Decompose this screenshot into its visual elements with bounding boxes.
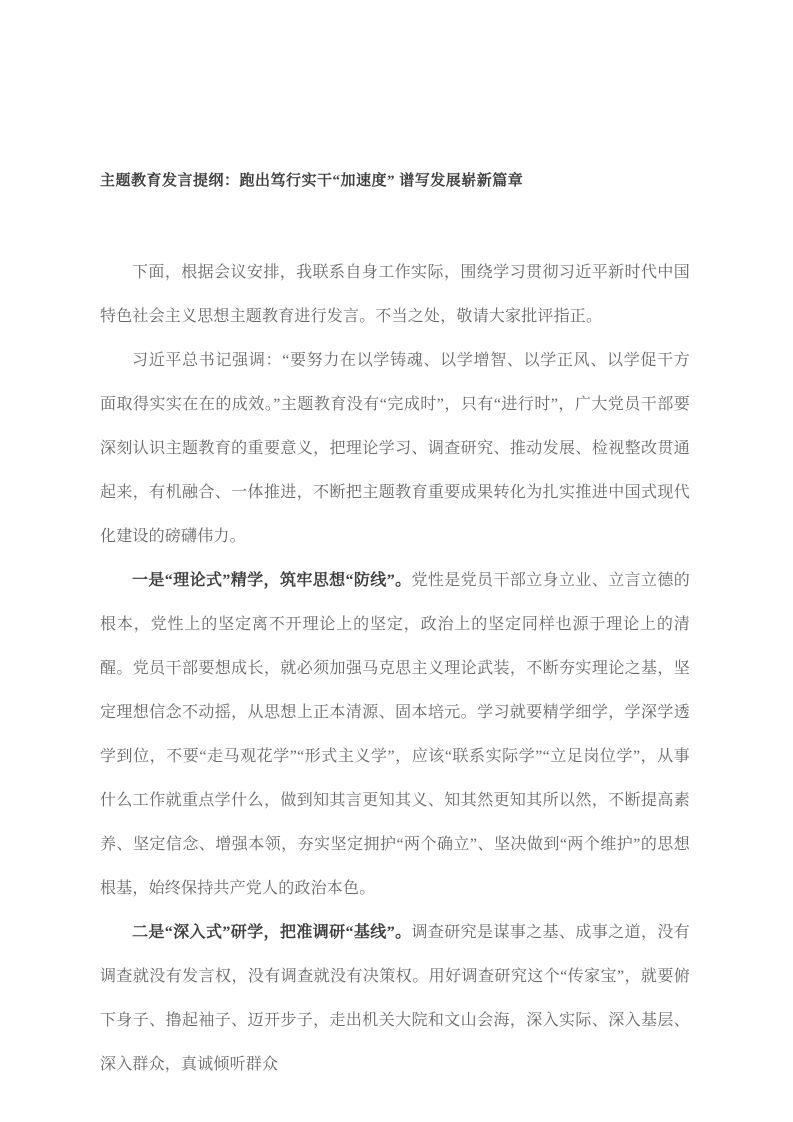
document-body xyxy=(100,251,690,1087)
paragraph-text: 下面，根据会议安排，我联系自身工作实际，围绕学习贯彻习近平新时代中国特色社会主义思想主题教育进行发言。不当之处，敬请大家批评指正。 xyxy=(100,264,690,325)
paragraph xyxy=(100,251,690,339)
paragraph xyxy=(100,339,690,559)
paragraph-lead: 二是“深入式”研学，把准调研“基线”。 xyxy=(132,924,412,941)
paragraph-text: 调查研究是谋事之基、成事之道，没有调查就没有发言权，没有调查就没有决策权。用好调查研究这个“传家宝”，就要俯下身子、撸起袖子、迈开步子，走出机关大院和文山会海，深入实际、深入基层、深入群众，真诚倾听群众 xyxy=(100,924,690,1073)
paragraph-text: 党性是党员干部立身立业、立言立德的根本，党性上的坚定离不开理论上的坚定，政治上的坚定同样也源于理论上的清醒。党员干部要想成长，就必须加强马克思主义理论武装，不断夯实理论之基，坚定理想信念不动摇，从思想上正本清源、固本培元。学习就要精学细学，学深学透学到位，不要“走马观花学”“形式主义学”，应该“联系实际学”“立足岗位学”，从事什么工作就重点学什么，做到知其言更知其义、知其然更知其所以然，不断提高素养、坚定信念、增强本领，夯实坚定拥护“两个确立”、坚决做到“两个维护”的思想根基，始终保持共产党人的政治本色。 xyxy=(100,572,690,897)
paragraph xyxy=(100,911,690,1087)
paragraph-lead: 一是“理论式”精学，筑牢思想“防线”。 xyxy=(132,572,412,589)
paragraph xyxy=(100,559,690,911)
document-title: 主题教育发言提纲：跑出笃行实干“加速度” 谱写发展崭新篇章 xyxy=(100,173,524,189)
paragraph-text: 习近平总书记强调：“要努力在以学铸魂、以学增智、以学正风、以学促干方面取得实实在在的成效。”主题教育没有“完成时”，只有“进行时”，广大党员干部要深刻认识主题教育的重要意义，把理论学习、调查研究、推动发展、检视整改贯通起来，有机融合、一体推进，不断把主题教育重要成果转化为扎实推进中国式现代化建设的磅礴伟力。 xyxy=(100,352,690,545)
